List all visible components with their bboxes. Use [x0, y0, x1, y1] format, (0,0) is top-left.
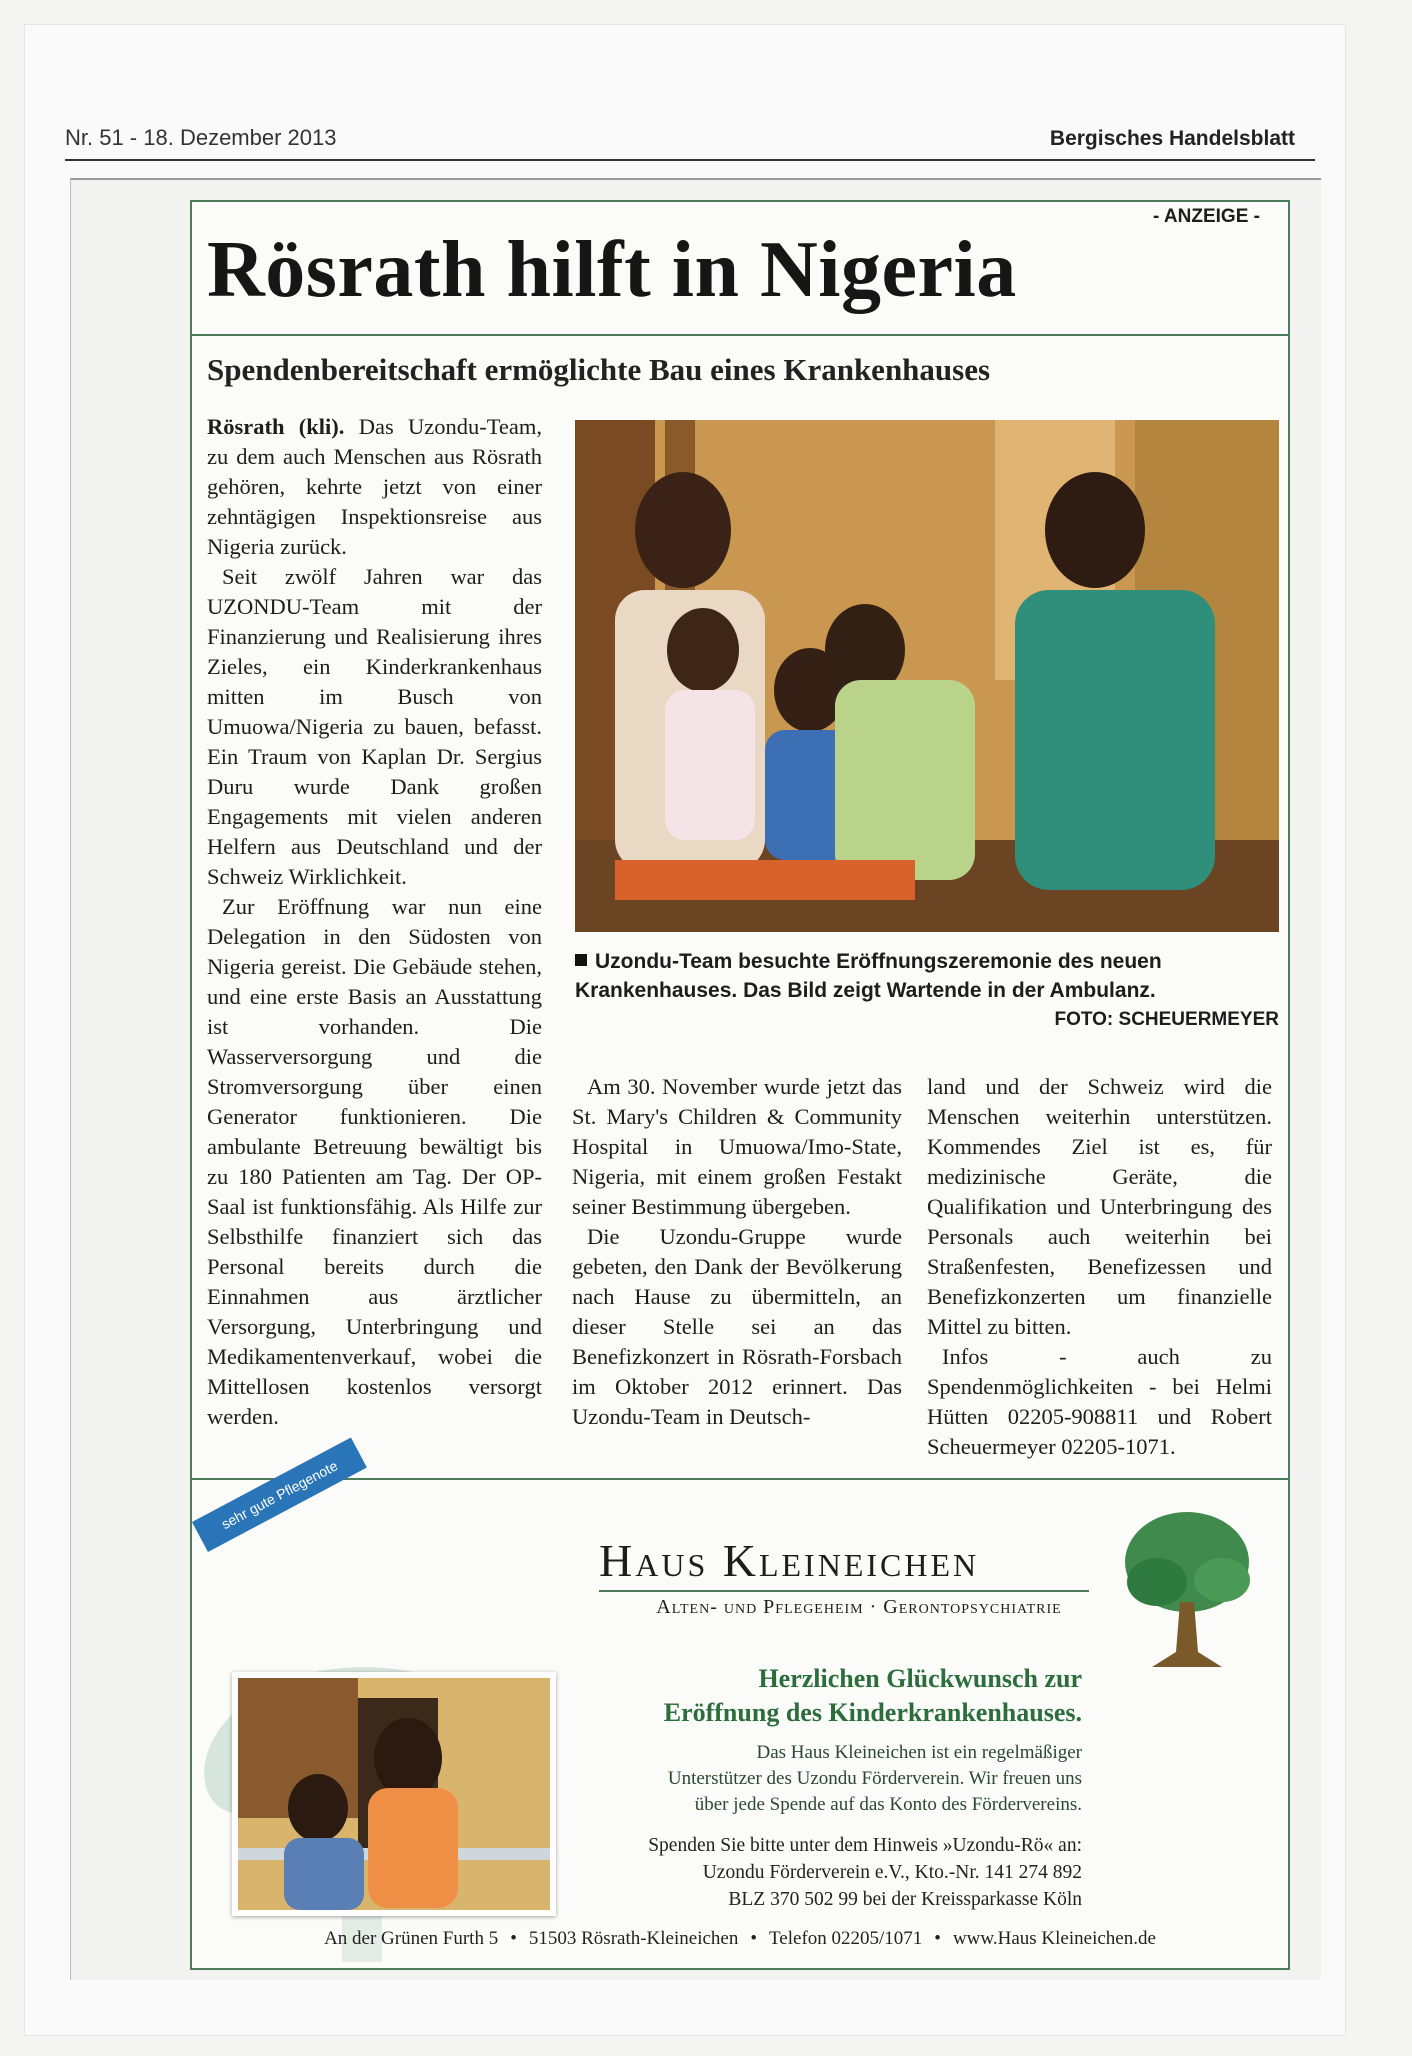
- article-column-2: [572, 1072, 902, 1432]
- paragraph: Seit zwölf Jahren war das UZONDU-Team mit der Finanzierung und Realisierung ihres Zieles, ein Kinderkrankenhaus mitten im Busch von Umuowa/Nigeria zu bauen, befasst. Ein Traum von Kaplan Dr. Sergius Duru wurde Dank großen Engagements mit vielen anderen Helfern aus Deutschland und der Schweiz Wirklichkeit.: [207, 564, 542, 889]
- footer-address: An der Grünen Furth 5: [324, 1928, 499, 1949]
- caption-text: Uzondu-Team besuchte Eröffnungszeremonie des neuen Krankenhauses. Das Bild zeigt Wartende in der Ambulanz.: [575, 950, 1162, 1002]
- donation-line-3: BLZ 370 502 99 bei der Kreissparkasse Köln: [728, 1889, 1082, 1910]
- caption-bullet: [575, 954, 587, 966]
- subheadline: Spendenbereitschaft ermöglichte Bau eines Krankenhauses: [207, 352, 991, 387]
- paragraph: land und der Schweiz wird die Menschen weiterhin unterstützen. Kommendes Ziel ist es, für medizinische Geräte, die Qualifikation und Unterbringung des Personals auch weiterhin bei Straßenfesten, Benefizessen und Benefizkonzerten um finanzielle Mittel zu bitten.: [927, 1074, 1272, 1339]
- donation-line-2: Uzondu Förderverein e.V., Kto.-Nr. 141 274 892: [702, 1862, 1082, 1883]
- photo-credit: FOTO: SCHEUERMEYER: [1054, 1009, 1279, 1030]
- oak-tree-logo: [1112, 1502, 1262, 1672]
- brand-tagline: Alten- und Pflegeheim · Gerontopsychiatrie: [656, 1596, 1062, 1618]
- divider: [192, 334, 1288, 336]
- support-line-3: über jede Spende auf das Konto des Fördervereins.: [694, 1794, 1082, 1815]
- congratulations-line-1: Herzlichen Glückwunsch zur: [758, 1664, 1082, 1693]
- support-text: [592, 1740, 1082, 1818]
- donation-details: [572, 1832, 1082, 1913]
- support-line-2: Unterstützer des Uzondu Förderverein. Wir freuen uns: [667, 1768, 1082, 1789]
- paragraph-text: Das Uzondu-Team, zu dem auch Menschen aus Rösrath gehören, kehrte jetzt von einer zehntägigen Inspektionsreise aus Nigeria zurück.: [207, 414, 543, 559]
- issue-date: Nr. 51 - 18. Dezember 2013: [65, 125, 337, 150]
- newspaper-name: Bergisches Handelsblatt: [1049, 127, 1295, 150]
- paragraph: Zur Eröffnung war nun eine Delegation in den Südosten von Nigeria gereist. Die Gebäude stehen, und eine erste Basis an Ausstattung ist vorhanden. Die Wasserversorgung und die Stromversorgung über einen Generator funktionieren. Die ambulante Betreuung bewältigt bis zu 180 Patienten am Tag. Der OP-Saal ist funktionsfähig. Als Hilfe zur Selbsthilfe finanziert sich das Personal bereits durch die Einnahmen aus ärztlicher Versorgung, Unterbringung und Medikamentenverkauf, wobei die Mittellosen kostenlos versorgt werden.: [207, 894, 542, 1429]
- support-line-1: Das Haus Kleineichen ist ein regelmäßiger: [756, 1742, 1082, 1763]
- two-children-photo: [238, 1678, 550, 1910]
- paragraph: [207, 412, 542, 562]
- divider: [599, 1590, 1089, 1592]
- article-photo: [575, 420, 1279, 932]
- paragraph: Die Uzondu-Gruppe wurde gebeten, den Dank der Bevölkerung nach Hause zu übermitteln, an dieser Stelle sei an das Benefizkonzert in Rösrath-Forsbach im Oktober 2012 erinnert. Das Uzondu-Team in Deutsch-: [572, 1224, 902, 1429]
- footer-phone: Telefon 02205/1071: [769, 1928, 923, 1949]
- brand-name: Haus Kleineichen: [599, 1535, 980, 1586]
- waiting-people-photo: [575, 420, 1279, 932]
- article-column-1: [207, 412, 542, 1432]
- footer-city: 51503 Rösrath-Kleineichen: [528, 1928, 739, 1949]
- article-column-3: [927, 1072, 1272, 1462]
- photo-caption: [575, 947, 1279, 1034]
- congratulations-text: [612, 1662, 1082, 1730]
- divider: [192, 1478, 1288, 1480]
- advertisement-article: [190, 200, 1290, 1970]
- paragraph: Infos - auch zu Spendenmöglichkeiten - bei Helmi Hütten 02205-908811 und Robert Scheuermeyer 02205-1071.: [927, 1344, 1272, 1459]
- footer-website: www.Haus Kleineichen.de: [952, 1928, 1156, 1949]
- contact-footer: An der Grünen Furth 5 • 51503 Rösrath-Kleineichen • Telefon 02205/1071 • www.Haus Kleineichen.de: [324, 1928, 1156, 1949]
- advert-tag: - ANZEIGE -: [1147, 206, 1266, 228]
- paragraph: Am 30. November wurde jetzt das St. Mary's Children & Community Hospital in Umuowa/Imo-State, Nigeria, mit einem großen Festakt seiner Bestimmung übergeben.: [572, 1074, 902, 1219]
- children-photo: [232, 1672, 556, 1916]
- donation-line-1: Spenden Sie bitte unter dem Hinweis »Uzondu-Rö« an:: [648, 1835, 1082, 1856]
- congratulations-line-2: Eröffnung des Kinderkrankenhauses.: [663, 1698, 1082, 1727]
- headline: Rösrath hilft in Nigeria: [207, 226, 1017, 314]
- quality-ribbon: sehr gute Pflegenote: [192, 1437, 367, 1552]
- page-header: [65, 125, 1315, 161]
- dateline: Rösrath (kli).: [207, 414, 345, 439]
